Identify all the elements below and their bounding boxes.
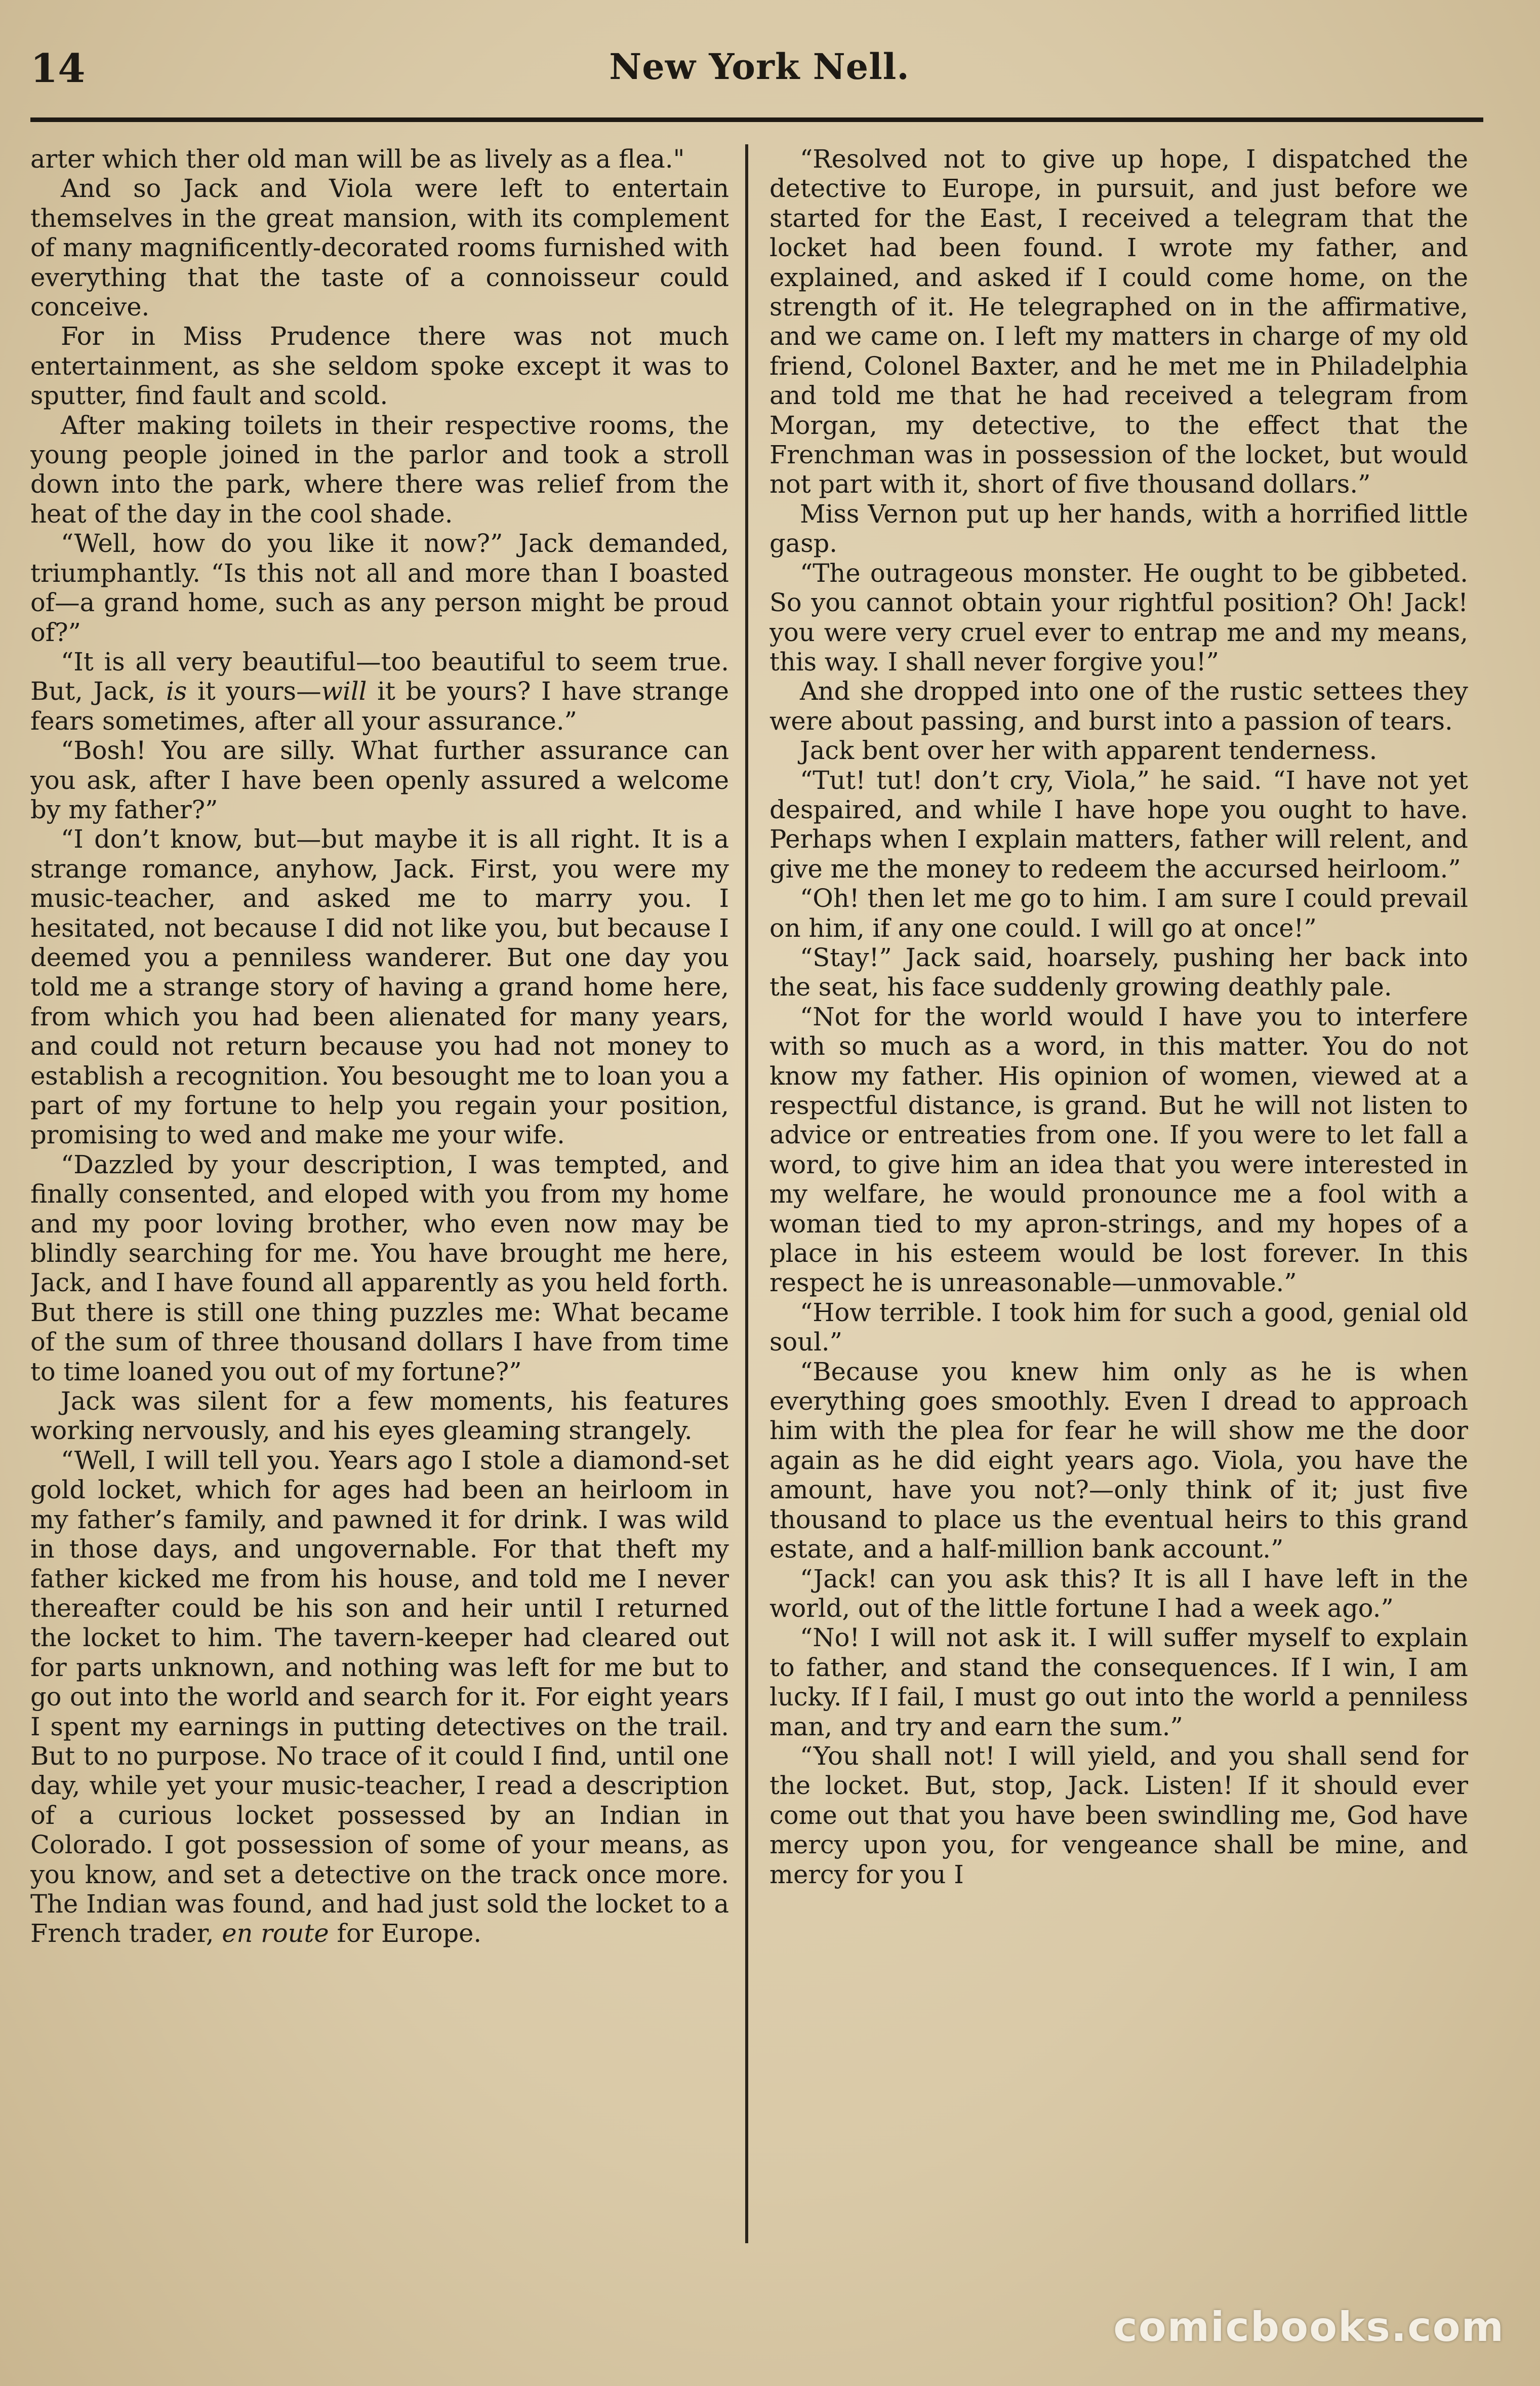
italic-word: is: [166, 677, 187, 706]
running-title: New York Nell.: [609, 46, 910, 88]
paragraph: “How terrible. I took him for such a good, genial old soul.”: [769, 1297, 1468, 1357]
paragraph: “It is all very beautiful—too beautiful to seem true. But, Jack, is it yours—will it be yours? I have strange fears sometimes, after all your assurance.”: [30, 647, 729, 736]
right-column: [769, 144, 1468, 2246]
paragraph: “Because you knew him only as he is when everything goes smoothly. Even I dread to approach him with the plea for fear he will show me the door again as he did eight years ago. Viola, you have the amount, have you not?—only think of it; just five thousand to place us the eventual heirs to this grand estate, and a half-million bank account.”: [769, 1357, 1468, 1564]
paragraph: “You shall not! I will yield, and you shall send for the locket. But, stop, Jack. Listen! If it should ever come out that you have been swindling me, God have mercy upon you, for vengeance shall be mine, and mercy for you I: [769, 1741, 1468, 1889]
paragraph: “No! I will not ask it. I will suffer myself to explain to father, and stand the consequences. If I win, I am lucky. If I fail, I must go out into the world a penniless man, and try and earn the sum.”: [769, 1623, 1468, 1741]
paragraph: “Well, I will tell you. Years ago I stole a diamond-set gold locket, which for ages had been an heirloom in my father’s family, and pawned it for drink. I was wild in those days, and ungovernable. For that theft my father kicked me from his house, and told me I never thereafter could be his son and heir until I returned the locket to him. The tavern-keeper had cleared out for parts unknown, and nothing was left for me but to go out into the world and search for it. For eight years I spent my earnings in putting detectives on the trail. But to no purpose. No trace of it could I find, until one day, while yet your music-teacher, I read a description of a curious locket possessed by an Indian in Colorado. I got possession of some of your means, as you know, and set a detective on the track once more. The Indian was found, and had just sold the locket to a French trader, en route for Europe.: [30, 1445, 729, 1948]
page-number: 14: [30, 46, 86, 92]
paragraph: Miss Vernon put up her hands, with a horrified little gasp.: [769, 499, 1468, 559]
paragraph: “Jack! can you ask this? It is all I have left in the world, out of the little fortune I had a week ago.”: [769, 1564, 1468, 1623]
paragraph: “The outrageous monster. He ought to be gibbeted. So you cannot obtain your rightful position? Oh! Jack! you were very cruel ever to entrap me and my means, this way. I shall never forgive you!”: [769, 558, 1468, 677]
paragraph: arter which ther old man will be as lively as a flea.": [30, 144, 685, 174]
paragraph: “Not for the world would I have you to interfere with so much as a word, in this matter. You do not know my father. His opinion of women, viewed at a respectful distance, is grand. But he will not listen to advice or entreaties from one. If you were to let fall a word, to give him an idea that you were interested in my welfare, he would pronounce me a fool with a woman tied to my apron-strings, and my hopes of a place in his esteem would be lost forever. In this respect he is unreasonable—unmovable.”: [769, 1002, 1468, 1298]
site-watermark: comicbooks.com: [1113, 2303, 1505, 2351]
header-rule: [30, 117, 1483, 122]
paragraph: Jack was silent for a few moments, his features working nervously, and his eyes gleaming strangely.: [30, 1386, 729, 1446]
paragraph: “Stay!” Jack said, hoarsely, pushing her back into the seat, his face suddenly growing deathly pale.: [769, 942, 1468, 1002]
paragraph: “Resolved not to give up hope, I dispatched the detective to Europe, in pursuit, and just before we started for the East, I received a telegram that the locket had been found. I wrote my father, and explained, and asked if I could come home, on the strength of it. He telegraphed on in the affirmative, and we came on. I left my matters in charge of my old friend, Colonel Baxter, and he met me in Philadelphia and told me that he had received a telegram from Morgan, my detective, to the effect that the Frenchman was in possession of the locket, but would not part with it, short of five thousand dollars.”: [769, 144, 1468, 499]
paragraph: “Dazzled by your description, I was tempted, and finally consented, and eloped with you from my home and my poor loving brother, who even now may be blindly searching for me. You have brought me here, Jack, and I have found all apparently as you held forth. But there is still one thing puzzles me: What became of the sum of three thousand dollars I have from time to time loaned you out of my fortune?”: [30, 1149, 729, 1386]
paragraph: “Bosh! You are silly. What further assurance can you ask, after I have been openly assured a welcome by my father?”: [30, 736, 729, 824]
paragraph: And she dropped into one of the rustic settees they were about passing, and burst into a passion of tears.: [769, 677, 1468, 736]
paragraph: “Tut! tut! don’t cry, Viola,” he said. “I have not yet despaired, and while I have hope you ought to have. Perhaps when I explain matters, father will relent, and give me the money to redeem the accursed heirloom.”: [769, 765, 1468, 884]
paragraph: “Oh! then let me go to him. I am sure I could prevail on him, if any one could. I will go at once!”: [769, 884, 1468, 943]
page-header: [30, 41, 1488, 106]
paragraph: For in Miss Prudence there was not much entertainment, as she seldom spoke except it was to sputter, find fault and scold.: [30, 322, 729, 411]
left-column: [30, 144, 729, 2246]
column-divider: [745, 144, 748, 2243]
italic-word: en route: [222, 1919, 329, 1948]
paragraph: “Well, how do you like it now?” Jack demanded, triumphantly. “Is this not all and more than I boasted of—a grand home, such as any person might be proud of?”: [30, 529, 729, 647]
paragraph: And so Jack and Viola were left to entertain themselves in the great mansion, with its complement of many magnificently-decorated rooms furnished with everything that the taste of a connoisseur could conceive.: [30, 174, 729, 322]
paragraph: After making toilets in their respective rooms, the young people joined in the parlor and took a stroll down into the park, where there was relief from the heat of the day in the cool shade.: [30, 410, 729, 529]
paragraph: Jack bent over her with apparent tenderness.: [800, 736, 1377, 766]
italic-word: will: [321, 677, 367, 706]
paragraph: “I don’t know, but—but maybe it is all right. It is a strange romance, anyhow, Jack. First, you were my music-teacher, and asked me to marry you. I hesitated, not because I did not like you, but because I deemed you a penniless wanderer. But one day you told me a strange story of having a grand home here, from which you had been alienated for many years, and could not return because you had not money to establish a recognition. You besought me to loan you a part of my fortune to help you regain your position, promising to wed and make me your wife.: [30, 824, 729, 1150]
